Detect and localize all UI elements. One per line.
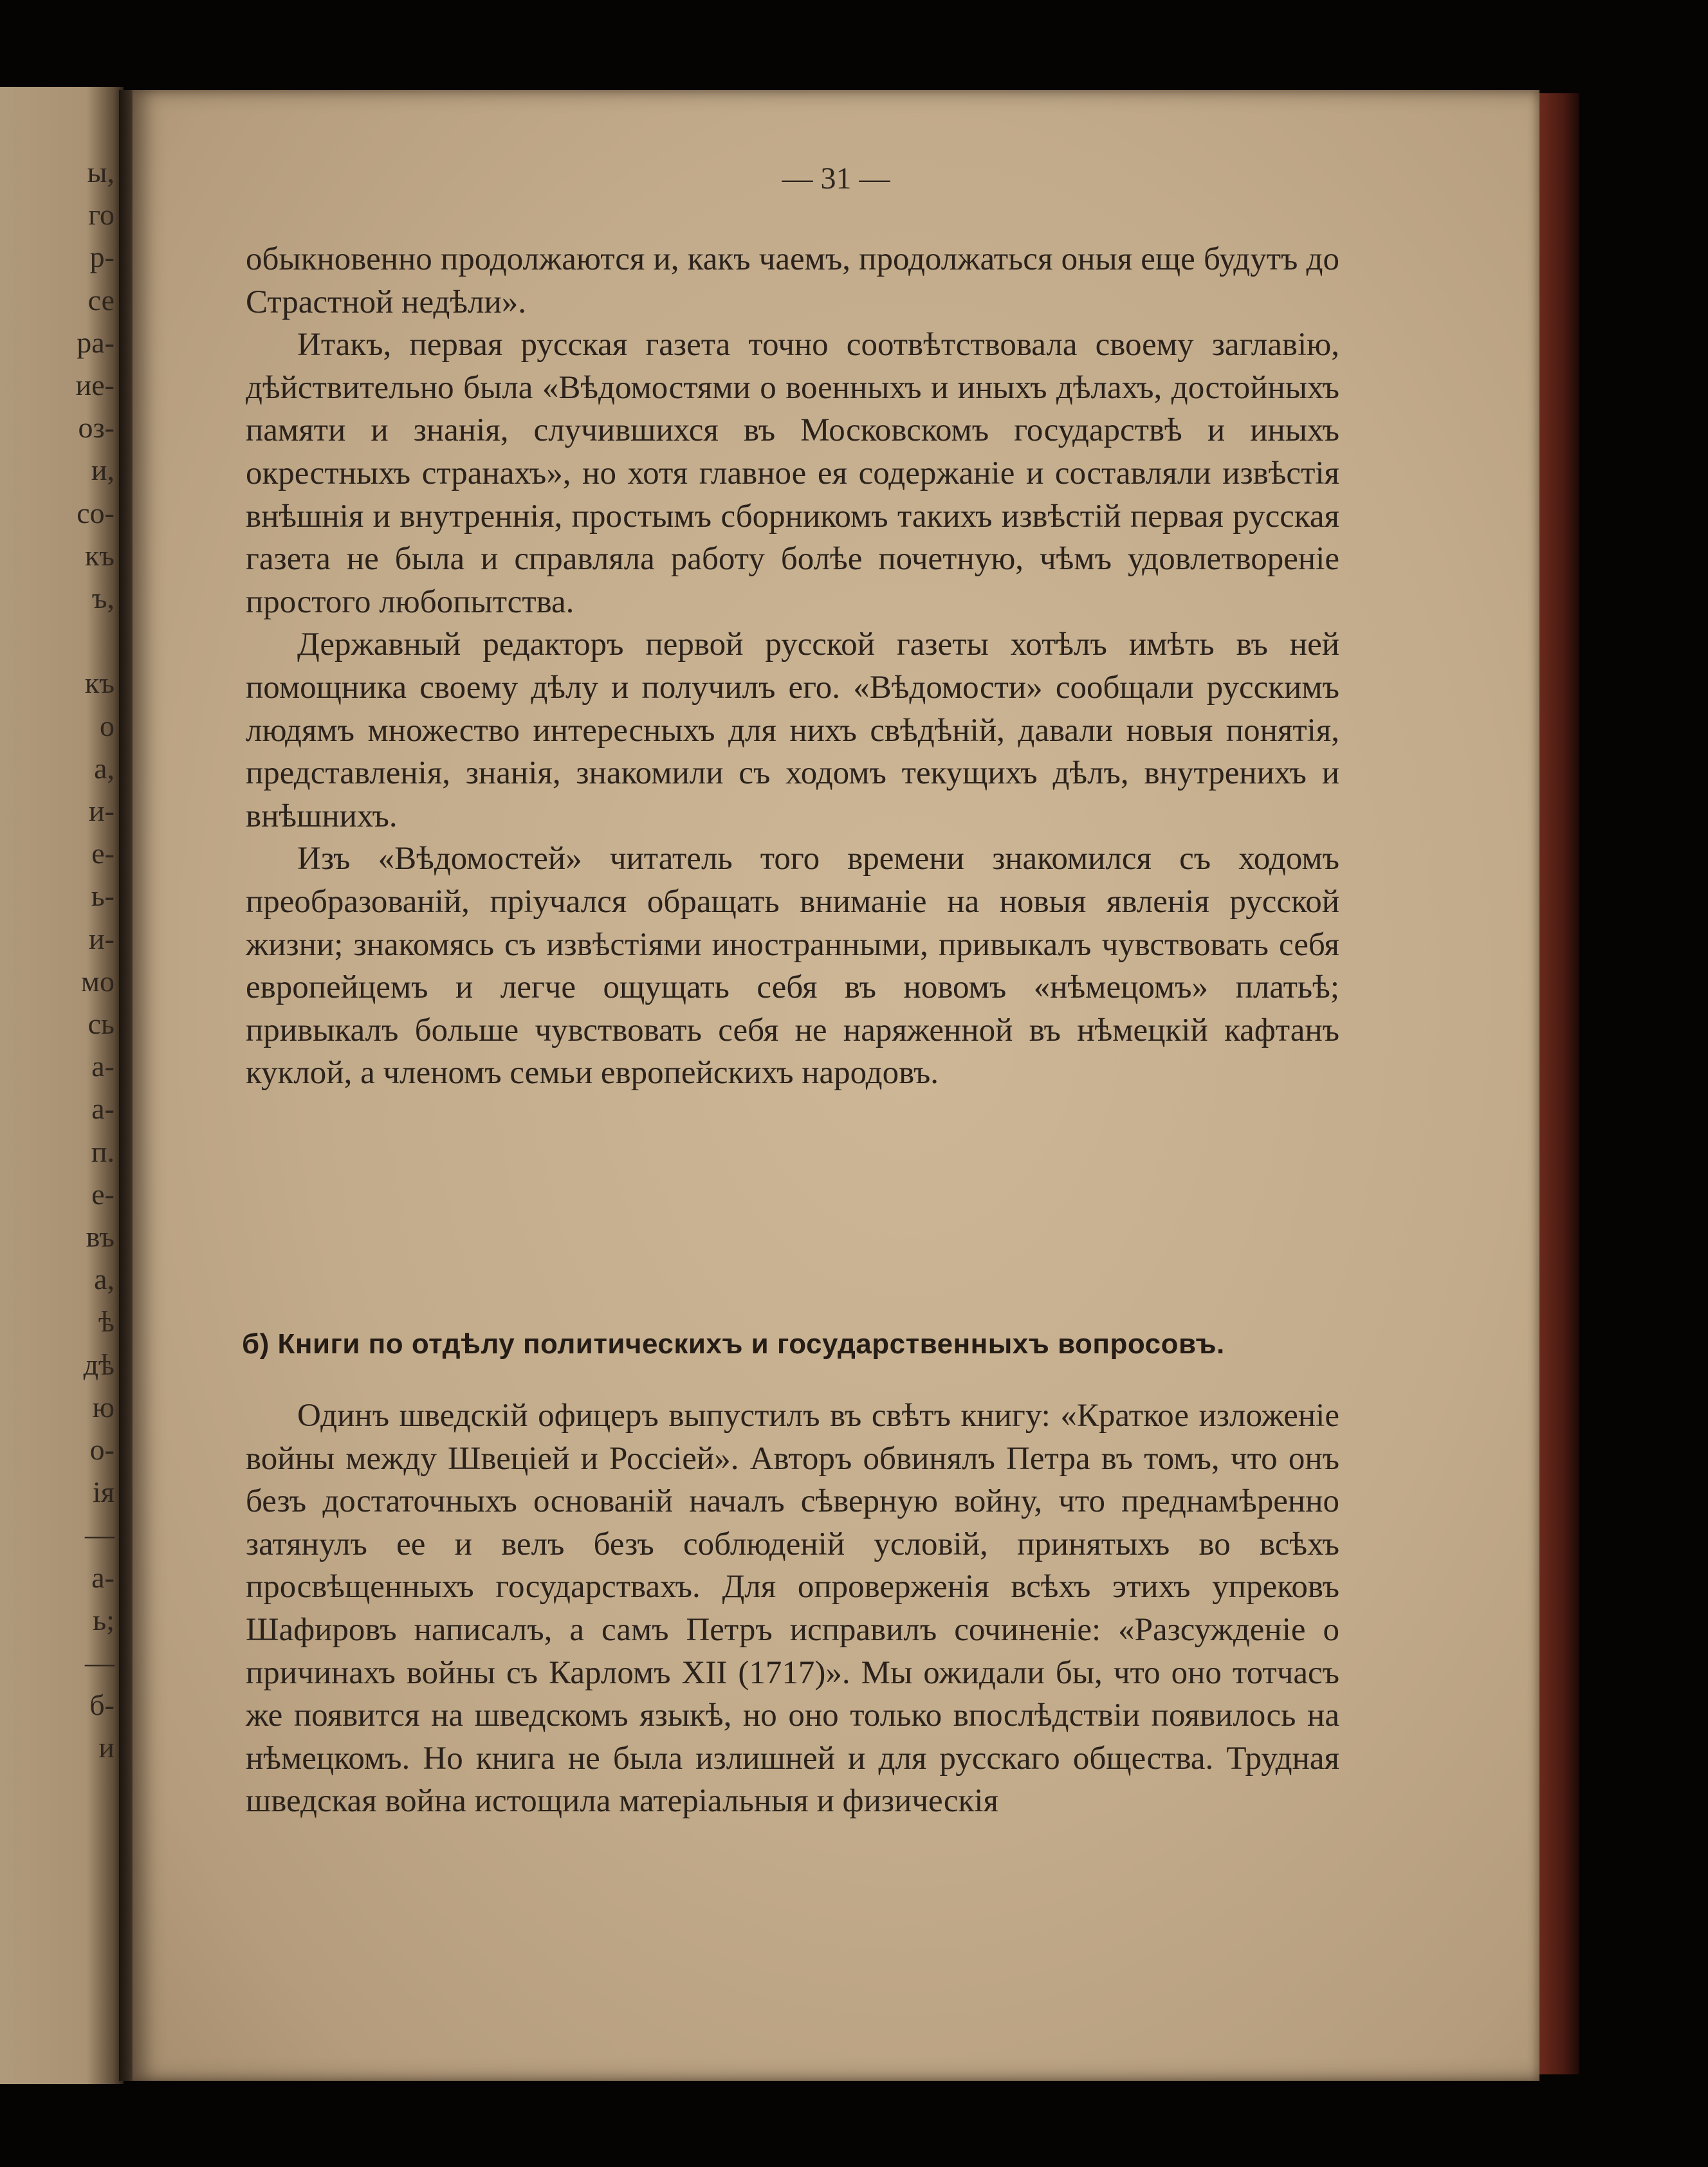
book-cover-edge [1539, 93, 1579, 2074]
left-page-text-fragment: се [87, 283, 115, 316]
left-page-text-fragment: ы, [87, 156, 115, 188]
left-page-text-fragment: — [85, 1646, 115, 1679]
left-page-text-fragment: и [98, 1731, 115, 1764]
left-page-text-fragment: — [85, 1518, 115, 1551]
left-page-text-fragment: б- [89, 1688, 115, 1722]
left-page-text-fragment: ра- [77, 325, 115, 359]
paragraph: обыкновенно продолжаются и, какъ чаемъ, продолжаться оныя еще будутъ до Страстной недѣли». [246, 241, 1339, 320]
left-page-text-fragment: а- [91, 1050, 115, 1083]
left-page-text-fragment: со- [77, 496, 115, 529]
section-body-1 [246, 238, 1339, 1095]
page-number: — 31 — [782, 161, 890, 196]
left-page-text-fragment: а- [91, 1560, 115, 1594]
left-page-text-fragment: оз- [78, 411, 115, 444]
left-page-text-fragment: въ [86, 1220, 115, 1253]
left-page-text-fragment: ъ, [91, 581, 115, 614]
left-page-text-fragment: а, [94, 1263, 115, 1296]
left-page-text-fragment: ія [93, 1476, 115, 1509]
left-page-text-fragment: е- [91, 1177, 115, 1211]
left-page-text-fragment: го [88, 198, 115, 232]
left-page-text-fragment: и- [89, 794, 115, 827]
left-page-text-fragment: и, [91, 453, 115, 487]
left-page-text-fragment: ь; [93, 1603, 115, 1636]
left-page-text-fragment: е- [91, 837, 115, 870]
left-page-text-fragment: ие- [75, 369, 115, 401]
left-page-text-fragment: а- [91, 1092, 115, 1126]
left-page-text-fragment: р- [89, 241, 115, 274]
book-page [133, 90, 1539, 2081]
left-page-text-fragment: сь [87, 1007, 115, 1040]
paragraph: Изъ «Вѣдомостей» читатель того времени знакомился съ ходомъ преобразованій, пріучался обращать вниманіе на новыя явленія русской жизни; знакомясь съ извѣстіями иностранными, привыкалъ чувствовать себя европейцемъ и легче ощущать себя въ новомъ «нѣмецомъ» платьѣ; привыкалъ больше чувствовать себя не наряженной въ нѣмецкій кафтанъ куклой, а членомъ семьи европейскихъ народовъ. [246, 841, 1339, 1092]
section-body-2 [246, 1394, 1339, 1823]
left-page-text-fragment: мо [80, 964, 115, 998]
paragraph: Одинъ шведскій офицеръ выпустилъ въ свѣтъ книгу: «Краткое изложеніе войны между Швеціей и Россіей». Авторъ обвинялъ Петра въ томъ, что онъ безъ достаточныхъ основаній началъ сѣверную войну, что преднамѣренно затянулъ ее и велъ безъ соблюденій условій, принятыхъ во всѣхъ просвѣщенныхъ государствахъ. Для опроверженія всѣхъ этихъ упрековъ Шафировъ написалъ, а самъ Петръ исправилъ сочиненіе: «Разсужденіе о причинахъ войны съ Карломъ XII (1717)». Мы ожидали бы, что оно тотчасъ же появится на шведскомъ языкѣ, но оно только впослѣдствіи появилось на нѣмецкомъ. Но книга не была излишней и для русскаго общества. Трудная шведская война истощила матеріальныя и физическія [246, 1398, 1339, 1820]
left-page-text-fragment: о [100, 709, 115, 742]
left-page-text-fragment: п. [91, 1135, 115, 1168]
paragraph: Итакъ, первая русская газета точно соотвѣтствовала своему заглавію, дѣйствительно была «Вѣдомостями о военныхъ и иныхъ дѣлахъ, достойныхъ памяти и знанія, случившихся въ Московскомъ государствѣ и иныхъ окрестныхъ странахъ», но хотя главное ея содержаніе и составляли извѣстія внѣшнія и внутреннія, простымъ сборникомъ такихъ извѣстій первая русская газета не была и справляла работу болѣе почетную, чѣмъ удовлетвореніе простого любопытства. [246, 327, 1339, 620]
paragraph: Державный редакторъ первой русской газеты хотѣлъ имѣть въ ней помощника своему дѣлу и получилъ его. «Вѣдомости» сообщали русскимъ людямъ множество интересныхъ для нихъ свѣдѣній, давали новыя понятія, представленія, знанія, знакомили съ ходомъ текущихъ дѣлъ, внутренихъ и внѣшнихъ. [246, 626, 1339, 834]
previous-page-edge [0, 87, 124, 2084]
left-page-text-fragment: дѣ [83, 1348, 115, 1381]
left-page-text-fragment: ю [92, 1390, 115, 1423]
left-page-text-fragment: къ [84, 538, 115, 572]
left-page-text-fragment: о- [89, 1433, 115, 1466]
left-page-text-fragment: и- [89, 922, 115, 955]
left-page-text-fragment: а, [94, 751, 115, 785]
section-heading: б) Книги по отдѣлу политическихъ и государственныхъ вопросовъ. [242, 1328, 1225, 1360]
left-page-text-fragment: ѣ [98, 1305, 115, 1339]
left-page-text-fragment: къ [84, 666, 115, 700]
left-page-text-fragment: ь- [91, 879, 115, 913]
